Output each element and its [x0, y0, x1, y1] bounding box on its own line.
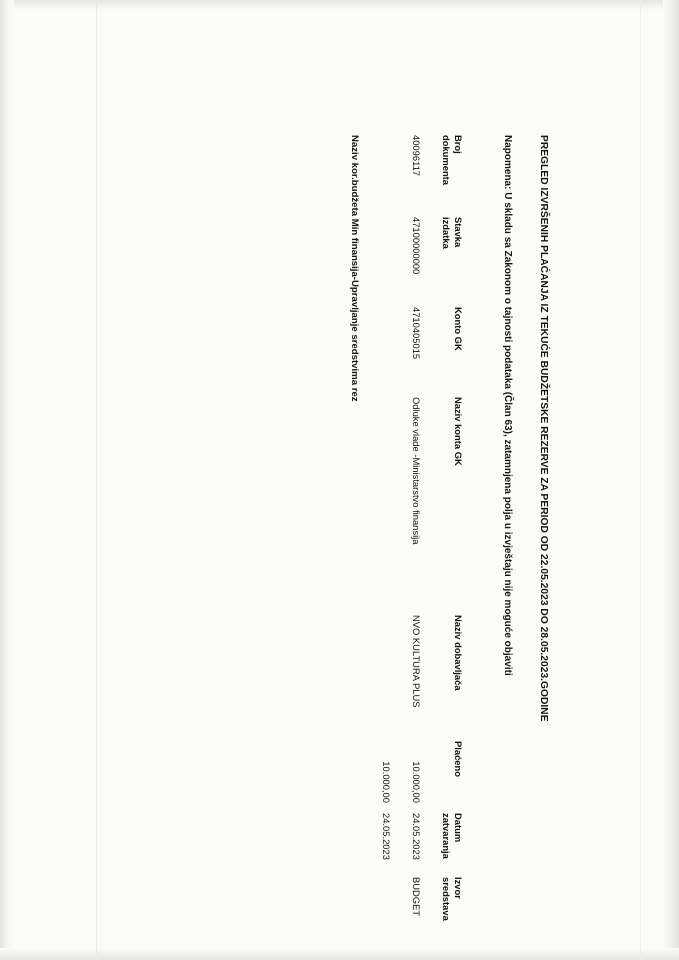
- cell-izvor-sredstava: BUDGET: [410, 877, 422, 917]
- header-izvor-line1: Izvor: [452, 877, 464, 899]
- total-placeno: 10.000,00: [380, 761, 392, 803]
- header-datum-zatvaranja: [440, 813, 464, 873]
- document-title: PREGLED IZVRŠENIH PLAĆANJA IZ TEKUĆE BUDŽETSKE REZERVE ZA PERIOD OD 22.05.2023 DO 28.05.2023.GODINE: [537, 135, 549, 722]
- cell-placeno: 10.000,00: [410, 761, 422, 803]
- header-naziv-konta-gk: Naziv konta GK: [452, 397, 464, 466]
- header-datum-line2: zatvaranja: [440, 813, 452, 859]
- scan-edge-top: [0, 0, 679, 10]
- scan-edge-left: [0, 0, 14, 960]
- rotated-document-content: [20, 15, 660, 945]
- total-datum-zatvaranja: 24.05.2023: [380, 813, 392, 860]
- header-konto-gk: Konto GK: [452, 307, 464, 351]
- header-broj-line1: Broj: [452, 135, 464, 154]
- header-placeno: Plaćeno: [452, 741, 464, 777]
- header-stavka-line2: izdatka: [440, 217, 452, 249]
- header-broj-line2: dokumenta: [440, 135, 452, 186]
- header-naziv-dobavljaca: Naziv dobavljača: [452, 615, 464, 691]
- header-izvor-line2: sredstava: [440, 877, 452, 921]
- scan-edge-right: [663, 0, 679, 960]
- header-stavka-izdatka: [440, 217, 464, 293]
- cell-broj-dokumenta: 40096117: [410, 135, 422, 177]
- table-row: [398, 135, 422, 925]
- cell-datum-zatvaranja: 24.05.2023: [410, 813, 422, 860]
- header-broj-dokumenta: [440, 135, 464, 207]
- header-datum-line1: Datum: [452, 813, 464, 843]
- table-header-row: [430, 135, 464, 925]
- cell-naziv-konta-gk: Odluke vlade -Ministarstvo finansija: [410, 397, 422, 545]
- confidentiality-note: Napomena: U skladu sa Zakonom o tajnosti podataka (Član 63), zatamnjena polja u izvještaju nije moguće objaviti: [501, 135, 513, 676]
- cell-konto-gk: 4710405015: [410, 307, 422, 360]
- payments-table: [398, 135, 464, 925]
- budget-owner-note: Naziv kor.budžeta Min finansija-Upravljanje sredstvima rez: [348, 135, 360, 402]
- header-stavka-line1: Stavka: [452, 217, 464, 248]
- scan-edge-bottom: [0, 948, 679, 960]
- cell-stavka-izdatka: 47100000000: [410, 217, 422, 275]
- cell-naziv-dobavljaca: NVO KULTURA PLUS: [410, 615, 422, 708]
- header-izvor-sredstava: [440, 877, 464, 933]
